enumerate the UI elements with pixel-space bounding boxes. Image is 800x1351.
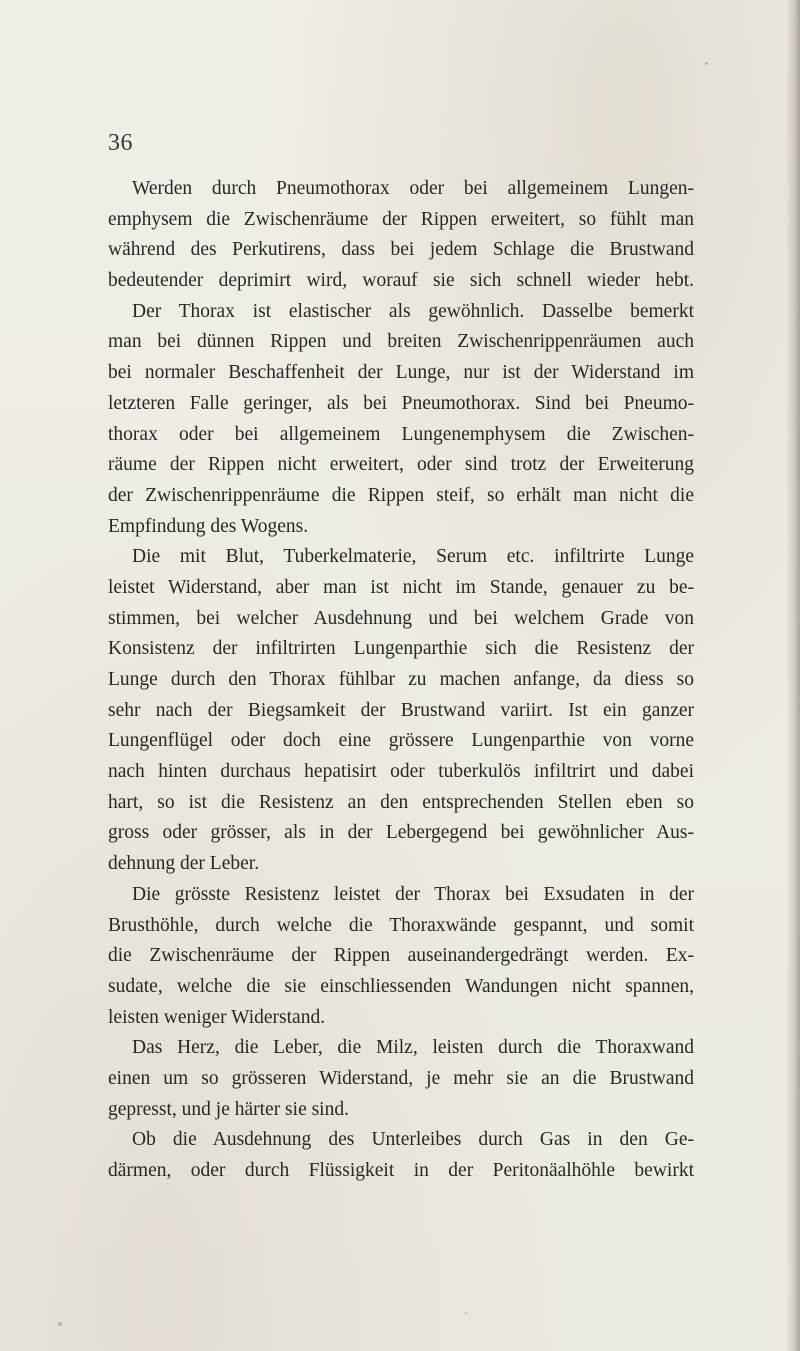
paper-speck — [465, 1312, 467, 1314]
text-line: Die mit Blut, Tuberkelmaterie, Serum etc. infiltrirte Lunge — [132, 546, 694, 568]
paper-speck — [58, 1322, 62, 1326]
text-line: leistet Widerstand, aber man ist nicht im Stande, genauer zu be- — [108, 576, 694, 598]
text-line: Lunge durch den Thorax fühlbar zu machen anfange, da diess so — [108, 669, 694, 690]
text-line: Der Thorax ist elastischer als gewöhnlich. Dasselbe bemerkt — [132, 300, 694, 322]
text-line: dehnung der Leber. — [108, 853, 260, 875]
text-line: einen um so grösseren Widerstand, je mehr sie an die Brustwand — [108, 1067, 694, 1089]
text-line: räume der Rippen nicht erweitert, oder sind trotz der Erweiterung — [108, 454, 694, 476]
text-line: Konsistenz der infiltrirten Lungenparthie sich die Resistenz der — [108, 638, 694, 660]
text-line: Werden durch Pneumothorax oder bei allgemeinem Lungen- — [132, 178, 694, 199]
text-line: nach hinten durchaus hepatisirt oder tuberkulös infiltrirt und dabei — [108, 761, 694, 783]
text-line: während des Perkutirens, dass bei jedem Schlage die Brustwand — [108, 239, 694, 261]
text-line: hart, so ist die Resistenz an den entsprechenden Stellen eben so — [108, 791, 694, 813]
text-line: gepresst, und je härter sie sind. — [108, 1098, 349, 1120]
paper-speck — [705, 62, 708, 65]
text-line: Ob die Ausdehnung des Unterleibes durch Gas in den Ge- — [132, 1129, 694, 1151]
text-line: stimmen, bei welcher Ausdehnung und bei welchem Grade von — [108, 607, 694, 629]
page-number: 36 — [108, 130, 133, 156]
text-line: därmen, oder durch Flüssigkeit in der Peritonäalhöhle bewirkt — [108, 1160, 694, 1181]
text-line: emphysem die Zwischenräume der Rippen erweitert, so fühlt man — [108, 208, 694, 230]
text-line: man bei dünnen Rippen und breiten Zwischenrippenräumen auch — [108, 331, 694, 353]
text-line: leisten weniger Widerstand. — [108, 1006, 326, 1028]
text-line: der Zwischenrippenräume die Rippen steif, so erhält man nicht die — [108, 484, 694, 506]
text-line: sudate, welche die sie einschliessenden Wandungen nicht spannen, — [108, 975, 694, 997]
text-line: Das Herz, die Leber, die Milz, leisten durch die Thoraxwand — [132, 1037, 694, 1059]
text-line: gross oder grösser, als in der Lebergegend bei gewöhnlicher Aus- — [108, 822, 694, 844]
body-text — [108, 174, 694, 1187]
text-line: Die grösste Resistenz leistet der Thorax bei Exsudaten in der — [132, 883, 694, 905]
text-line: Empfindung des Wogens. — [108, 515, 309, 537]
text-line: bei normaler Beschaffenheit der Lunge, nur ist der Widerstand im — [108, 362, 694, 384]
text-line: Lungenflügel oder doch eine grössere Lungenparthie von vorne — [108, 730, 694, 752]
text-line: sehr nach der Biegsamkeit der Brustwand variirt. Ist ein ganzer — [108, 699, 694, 721]
text-line: bedeutender deprimirt wird, worauf sie sich schnell wieder hebt. — [108, 270, 694, 292]
text-line: letzteren Falle geringer, als bei Pneumothorax. Sind bei Pneumo- — [108, 392, 694, 414]
text-line: thorax oder bei allgemeinem Lungenemphysem die Zwischen- — [108, 423, 694, 445]
page-edge-shadow — [786, 0, 800, 1351]
text-line: die Zwischenräume der Rippen auseinandergedrängt werden. Ex- — [108, 945, 694, 967]
text-line: Brusthöhle, durch welche die Thoraxwände gespannt, und somit — [108, 914, 694, 936]
